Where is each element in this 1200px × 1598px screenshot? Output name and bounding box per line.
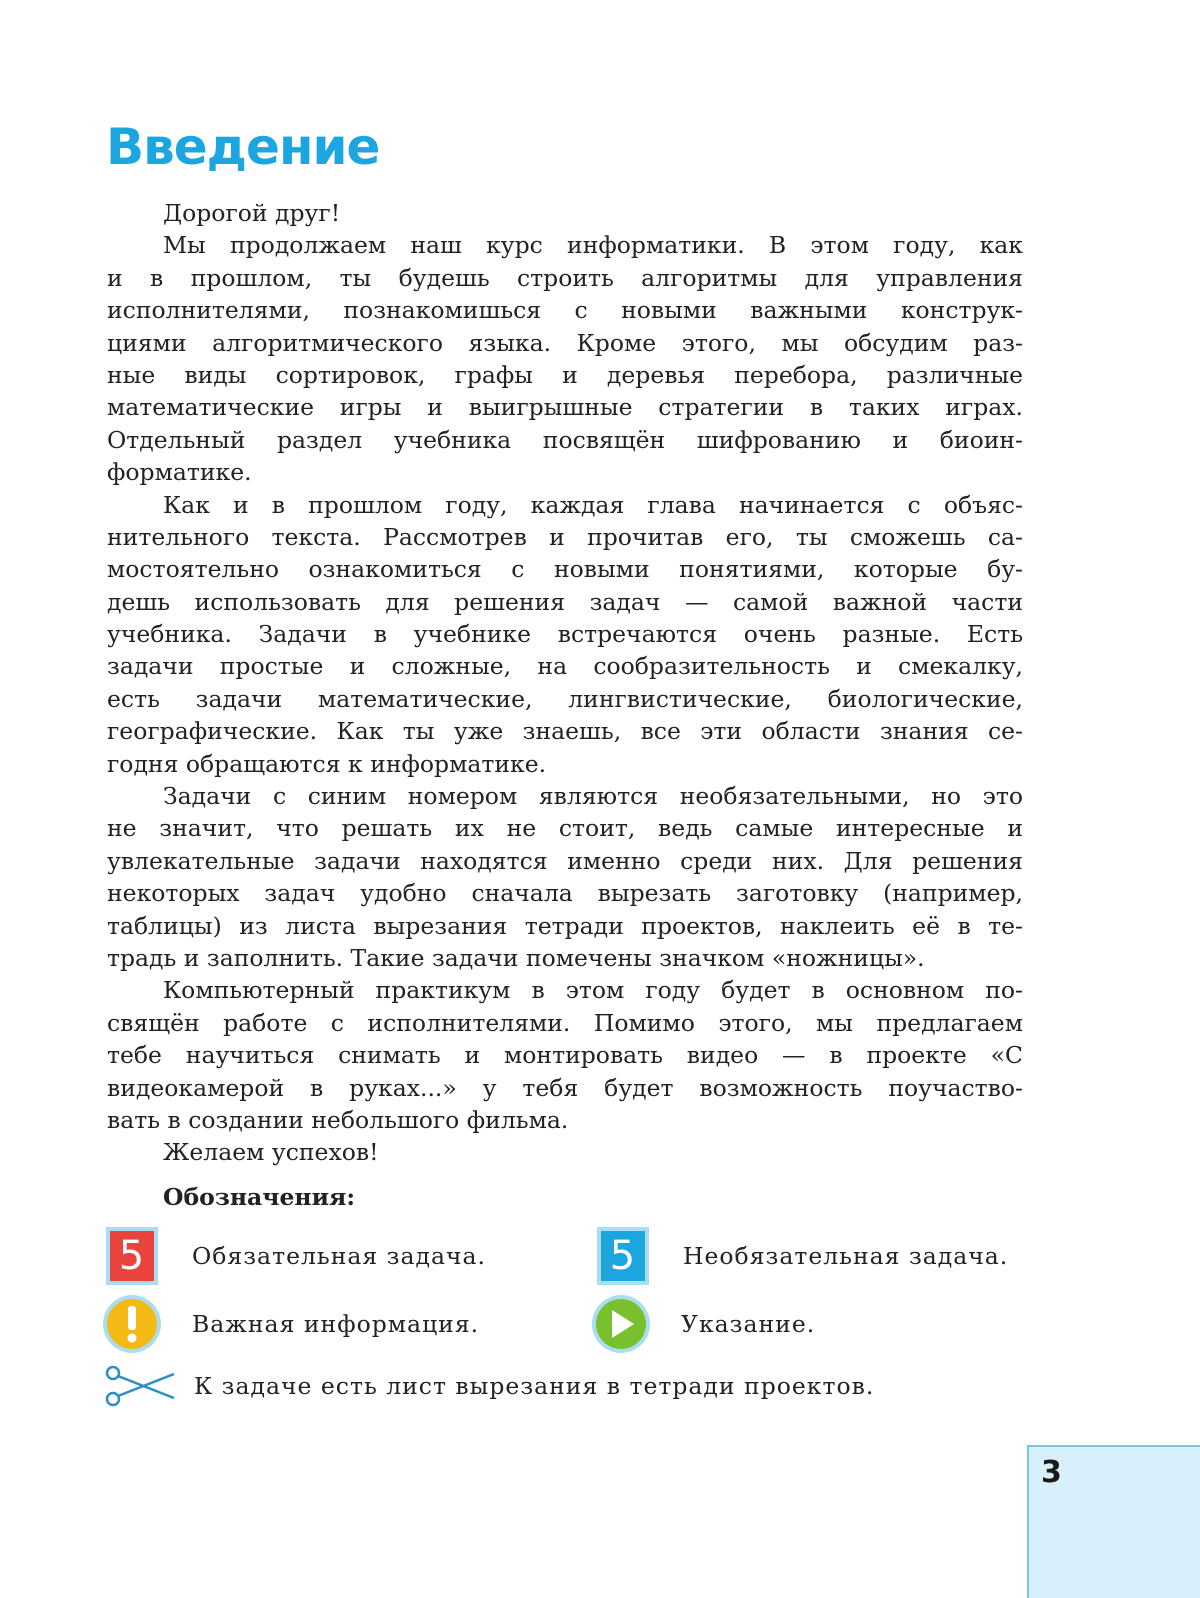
text-line: Отдельный раздел учебника посвящён шифрованию и биоин- (107, 425, 1023, 454)
text-line: годня обращаются к информатике. (107, 749, 547, 778)
text-line: Мы продолжаем наш курс информатики. В этом году, как (163, 231, 1023, 260)
text-line: и в прошлом, ты будешь строить алгоритмы для управления (107, 263, 1023, 292)
exclamation-icon (107, 1299, 157, 1349)
text-line: не значит, что решать их не стоит, ведь самые интересные и (107, 814, 1023, 843)
text-line: таблицы) из листа вырезания тетради проектов, наклеить её в те- (107, 911, 1023, 940)
text-line: Как и в прошлом году, каждая глава начинается с объяс- (163, 490, 1023, 519)
legend-hint (593, 1296, 815, 1352)
red-task-number-icon: 5 (110, 1231, 154, 1281)
text-line: видеокамерой в руках...» у тебя будет возможность поучаство- (107, 1073, 1023, 1102)
legend-scissors-label: К задаче есть лист вырезания в тетради проектов. (194, 1372, 875, 1400)
legend-title: Обозначения: (163, 1183, 356, 1211)
text-line: форматике. (107, 458, 252, 487)
text-line: Дорогой друг! (163, 199, 341, 227)
text-line: дешь использовать для решения задач — самой важной части (107, 587, 1023, 616)
text-line: нительного текста. Рассмотрев и прочитав его, ты сможешь са- (107, 522, 1023, 551)
page-number-box (1027, 1445, 1200, 1598)
legend-required (104, 1228, 486, 1284)
page-number: 3 (1041, 1455, 1062, 1490)
text-line: некоторых задач удобно сначала вырезать заготовку (например, (107, 879, 1023, 908)
page-title: Введение (106, 118, 380, 176)
text-line: циями алгоритмического языка. Кроме этого, мы обсудим раз- (107, 328, 1023, 357)
text-line: свящён работе с исполнителями. Помимо этого, мы предлагаем (107, 1008, 1023, 1037)
text-line: географические. Как ты уже знаешь, все эти области знания се- (107, 717, 1023, 746)
text-line: математические игры и выигрышные стратегии в таких играх. (107, 393, 1023, 422)
body-text (107, 197, 1023, 1169)
text-line: мостоятельно ознакомиться с новыми понятиями, которые бу- (107, 555, 1023, 584)
text-line: вать в создании небольшого фильма. (107, 1105, 569, 1134)
legend-hint-label: Указание. (681, 1310, 816, 1338)
legend-required-label: Обязательная задача. (192, 1242, 486, 1270)
legend-optional-label: Необязательная задача. (683, 1242, 1009, 1270)
text-line: увлекательные задачи находятся именно среди них. Для решения (107, 846, 1023, 875)
legend-important-label: Важная информация. (192, 1310, 480, 1338)
text-line: задачи простые и сложные, на сообразительность и смекалку, (107, 652, 1023, 681)
blue-task-number-icon: 5 (601, 1231, 645, 1281)
text-line: традь и заполнить. Такие задачи помечены значком «ножницы». (107, 943, 925, 972)
legend-scissors (104, 1358, 874, 1414)
text-line: исполнителями, познакомишься с новыми важными конструк- (107, 296, 1023, 325)
scissors-icon (104, 1358, 176, 1414)
text-line: тебе научиться снимать и монтировать видео — в проекте «С (107, 1041, 1023, 1070)
text-line: Компьютерный практикум в этом году будет в основном по- (163, 976, 1023, 1005)
text-line: Задачи с синим номером являются необязательными, но это (163, 782, 1023, 811)
text-line: ные виды сортировок, графы и деревья перебора, различные (107, 360, 1023, 389)
text-line: учебника. Задачи в учебнике встречаются очень разные. Есть (107, 620, 1023, 649)
legend-optional (595, 1228, 1008, 1284)
text-line: есть задачи математические, лингвистические, биологические, (107, 684, 1023, 713)
play-icon (596, 1299, 646, 1349)
legend-important (104, 1296, 479, 1352)
text-line: Желаем успехов! (163, 1138, 379, 1167)
